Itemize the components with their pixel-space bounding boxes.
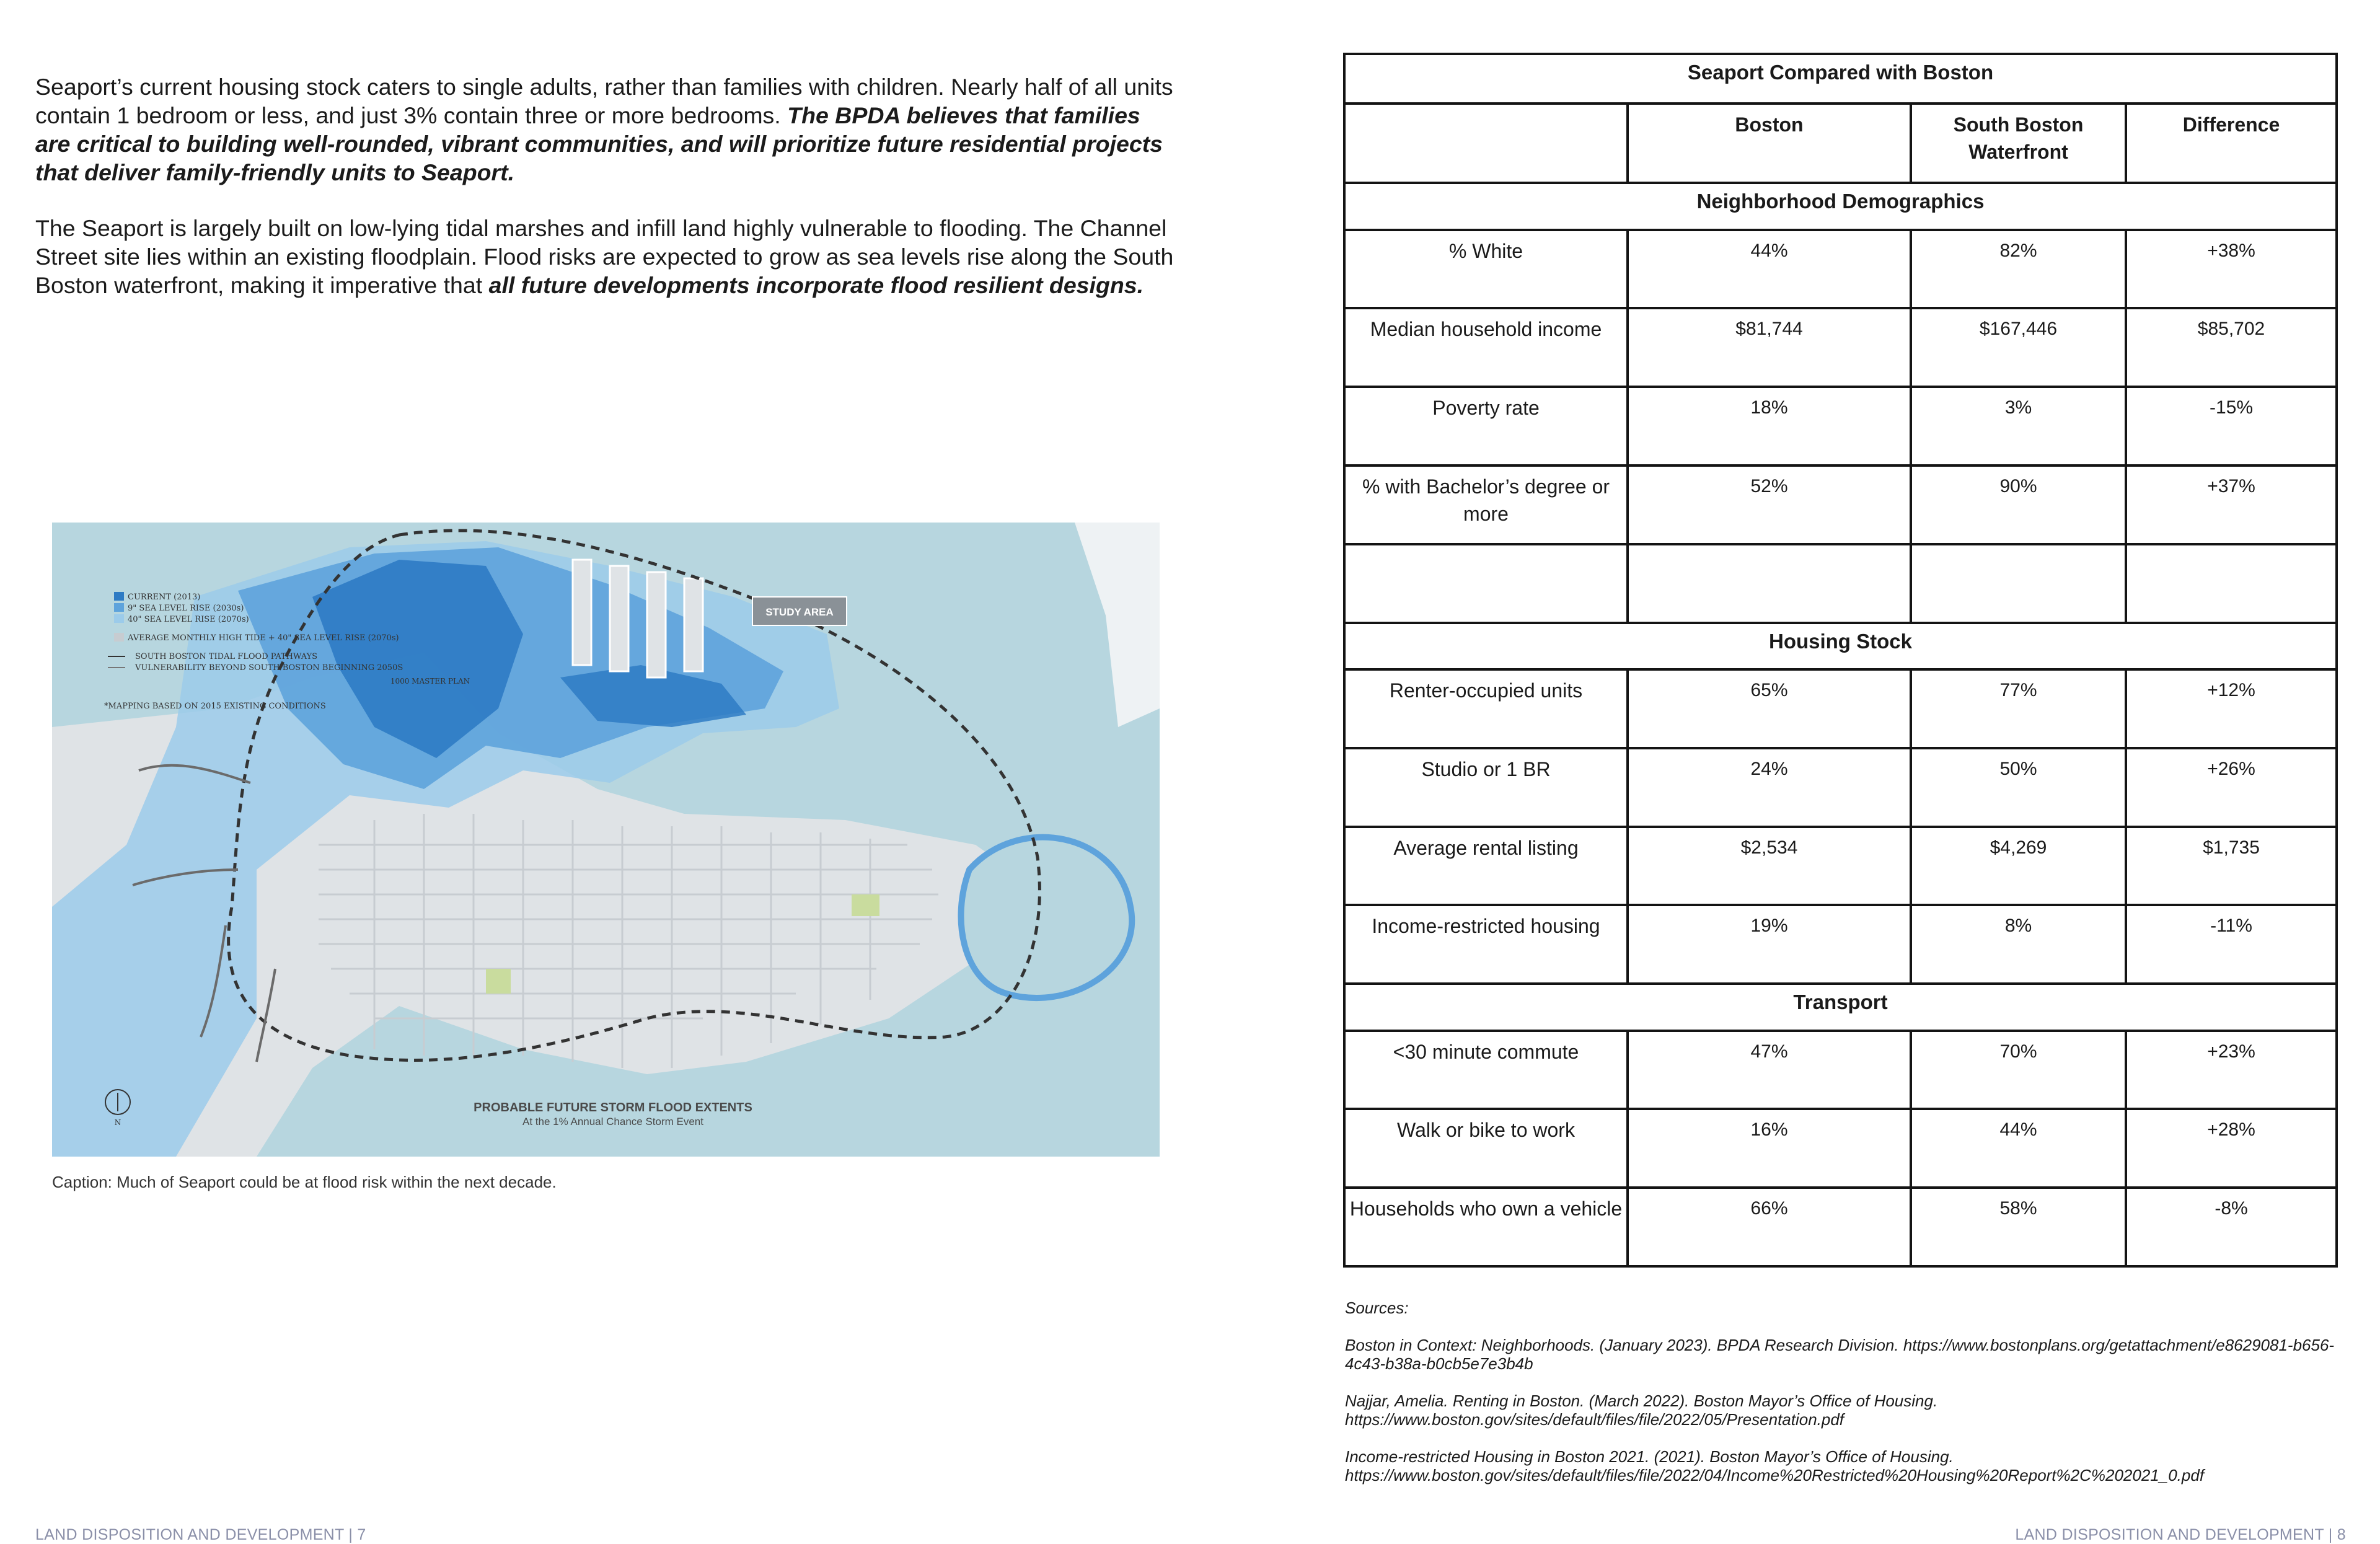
row-value: 65% [1628,669,1911,748]
map-title: PROBABLE FUTURE STORM FLOOD EXTENTS [474,1101,752,1114]
table-row [1344,230,2337,309]
table-row [1344,465,2337,544]
row-value: 66% [1628,1188,1911,1266]
legend-item: 40" SEA LEVEL RISE (2070s) [128,615,249,624]
row-value: $85,702 [2126,308,2337,387]
row-value: 58% [1911,1188,2126,1266]
row-value: $2,534 [1628,827,1911,906]
table-row [1344,905,2337,984]
row-value: +28% [2126,1109,2337,1188]
source-item: Income-restricted Housing in Boston 2021. (2021). Boston Mayor’s Office of Housing. https://www.boston.gov/sites/default/files/file/2022/04/Income%20Restricted%20Housing%20Report%2C%202021_0.pdf [1345,1447,2205,1484]
row-value: -8% [2126,1188,2337,1266]
map-caption: Caption: Much of Seaport could be at flood risk within the next decade. [52,1173,557,1191]
intro-paragraph-housing [35,73,1176,187]
table-row [1344,387,2337,465]
row-value: 44% [1911,1109,2126,1188]
legend-note: *MAPPING BASED ON 2015 EXISTING CONDITIONS [104,702,326,711]
table-row [1344,544,2337,623]
para2-text: The Seaport is largely built on low-lying tidal marshes and infill land highly vulnerable to flooding. The Channel Street site lies within an existing floodplain. Flood risks are expected to grow as sea levels rise along the South Boston waterfront, making it imperative that [35,215,1174,298]
row-value: 16% [1628,1109,1911,1188]
table-row [1344,669,2337,748]
row-value: 90% [1911,465,2126,544]
header-blank-cell [1344,104,1628,183]
para1-text: Seaport’s current housing stock caters to single adults, rather than families with children. Nearly half of all units contain 1 bedroom or less, and just 3% contain three or more bedrooms. [35,74,1173,128]
section-row [1344,623,2337,669]
row-value: 82% [1911,230,2126,309]
row-value: 50% [1911,748,2126,827]
row-label: Walk or bike to work [1344,1109,1628,1188]
pleasure-bay [961,837,1132,998]
column-header: Difference [2126,104,2337,183]
row-value: 52% [1628,465,1911,544]
row-value: +23% [2126,1031,2337,1109]
row-value [2126,544,2337,623]
row-value: 8% [1911,905,2126,984]
table-row [1344,827,2337,906]
row-value [1911,544,2126,623]
table-title-row [1344,54,2337,104]
legend-item: CURRENT (2013) [128,593,201,602]
row-value: $1,735 [2126,827,2337,906]
park-patch [852,894,879,916]
map-subtitle: At the 1% Annual Chance Storm Event [522,1116,704,1127]
row-value: 44% [1628,230,1911,309]
table-row [1344,1031,2337,1109]
row-label: Income-restricted housing [1344,905,1628,984]
row-value: $167,446 [1911,308,2126,387]
section-heading: Housing Stock [1344,623,2337,669]
source-item: Boston in Context: Neighborhoods. (January 2023). BPDA Research Division. https://www.bostonplans.org/getattachment/e8629081-b656-4c43-b38a-b0cb5e7e3b4b [1345,1336,2335,1373]
flood-map [52,523,1160,1157]
table-row [1344,1188,2337,1266]
row-value: 18% [1628,387,1911,465]
row-label: Households who own a vehicle [1344,1188,1628,1266]
row-value: $81,744 [1628,308,1911,387]
sources-heading: Sources: [1345,1299,1409,1317]
north-label: N [114,1118,121,1127]
legend-item: VULNERABILITY BEYOND SOUTH BOSTON BEGINNING 2050S [135,663,403,673]
row-label: % White [1344,230,1628,309]
row-value: +38% [2126,230,2337,309]
row-label: Poverty rate [1344,387,1628,465]
column-header: South Boston Waterfront [1911,104,2126,183]
row-label: <30 minute commute [1344,1031,1628,1109]
row-value [1628,544,1911,623]
footer-left: LAND DISPOSITION AND DEVELOPMENT | 7 [35,1526,366,1543]
source-item: Najjar, Amelia. Renting in Boston. (March 2022). Boston Mayor’s Office of Housing. https://www.boston.gov/sites/default/files/file/2022/05/Presentation.pdf [1345,1392,1938,1429]
study-area-label: STUDY AREA [765,606,834,618]
flood-map-graphic [52,523,1160,1157]
row-label: Renter-occupied units [1344,669,1628,748]
table-title: Seaport Compared with Boston [1344,54,2337,104]
row-value: +26% [2126,748,2337,827]
row-label [1344,544,1628,623]
table-header-row [1344,104,2337,183]
section-heading: Neighborhood Demographics [1344,183,2337,229]
column-header: Boston [1628,104,1911,183]
section-row [1344,984,2337,1030]
table-row [1344,308,2337,387]
row-value: 19% [1628,905,1911,984]
row-label: Studio or 1 BR [1344,748,1628,827]
row-label: Median household income [1344,308,1628,387]
row-value: $4,269 [1911,827,2126,906]
legend-item: AVERAGE MONTHLY HIGH TIDE + 40" SEA LEVEL RISE (2070s) [128,633,399,643]
legend-item: SOUTH BOSTON TIDAL FLOOD PATHWAYS [135,652,318,661]
row-value: 3% [1911,387,2126,465]
row-value: -15% [2126,387,2337,465]
row-value: 24% [1628,748,1911,827]
footer-right: LAND DISPOSITION AND DEVELOPMENT | 8 [2015,1526,2346,1543]
row-value: +37% [2126,465,2337,544]
table-row [1344,748,2337,827]
row-value: 70% [1911,1031,2126,1109]
row-label: Average rental listing [1344,827,1628,906]
para2-emphasis: all future developments incorporate flood resilient designs. [488,272,1144,298]
left-page [0,0,1190,1543]
sources-block [1345,1299,2349,1503]
row-value: -11% [2126,905,2337,984]
park-patch [486,969,511,994]
comparison-table [1343,53,2338,1268]
intro-paragraph-flooding [35,214,1176,299]
section-row [1344,183,2337,229]
table-row [1344,1109,2337,1188]
row-label: % with Bachelor’s degree or more [1344,465,1628,544]
row-value: 47% [1628,1031,1911,1109]
para1-emphasis: The BPDA believes that families are critical to building well-rounded, vibrant communities, and will prioritize future residential projects that deliver family-friendly units to Seaport. [35,102,1163,185]
legend-item: 9" SEA LEVEL RISE (2030s) [128,604,244,613]
master-plan-label: 1000 MASTER PLAN [390,677,470,686]
row-value: +12% [2126,669,2337,748]
section-heading: Transport [1344,984,2337,1030]
row-value: 77% [1911,669,2126,748]
